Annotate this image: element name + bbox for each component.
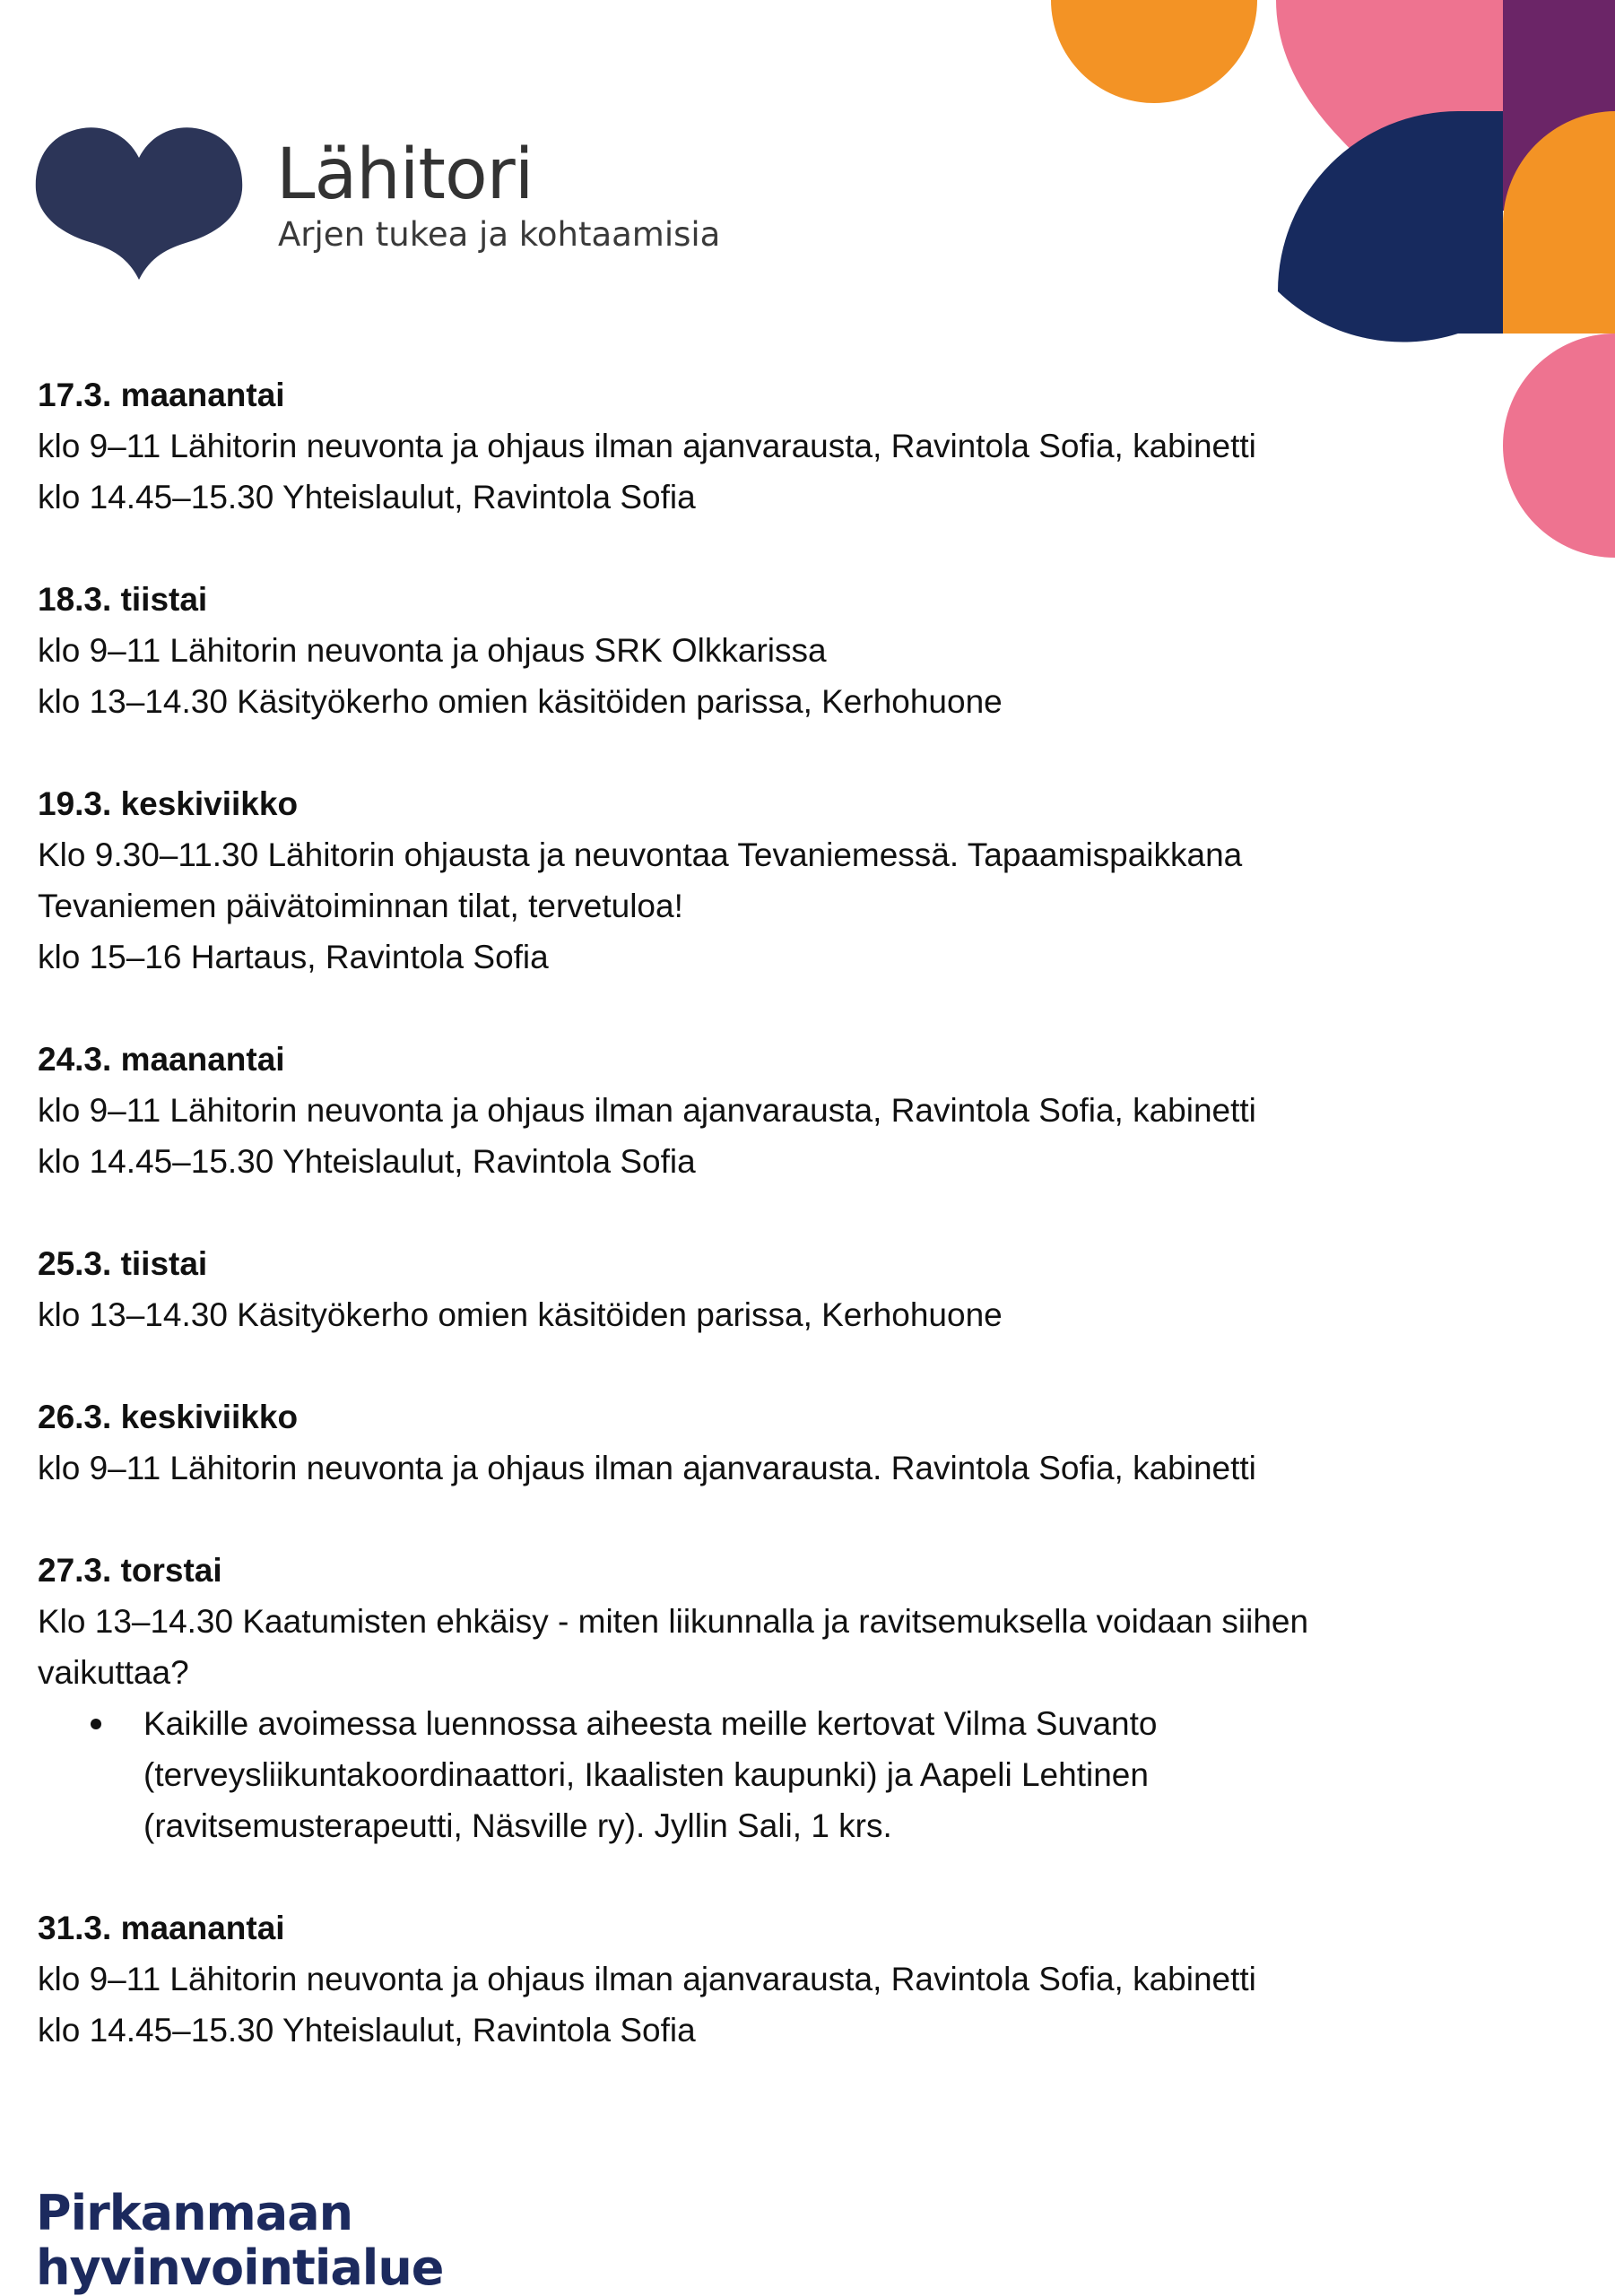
bullet-list: [38, 1698, 1437, 1851]
lahitori-logo: [34, 126, 721, 287]
event-line: Tevaniemen päivätoiminnan tilat, tervetuloa!: [38, 888, 683, 924]
day-title: 31.3. maanantai: [38, 1910, 285, 1946]
event-line: klo 14.45–15.30 Yhteislaulut, Ravintola Sofia: [38, 1143, 696, 1180]
logo-tagline: Arjen tukea ja kohtaamisia: [278, 215, 721, 254]
day-title: 25.3. tiistai: [38, 1245, 208, 1282]
day-title: 26.3. keskiviikko: [38, 1399, 299, 1435]
event-schedule: [38, 369, 1437, 2107]
day-block: [38, 574, 1437, 727]
day-block: [38, 1391, 1437, 1494]
event-line: klo 9–11 Lähitorin neuvonta ja ohjaus ilman ajanvarausta, Ravintola Sofia, kabinetti: [38, 428, 1256, 464]
pink-half-circle: [1503, 334, 1615, 558]
event-line: klo 9–11 Lähitorin neuvonta ja ohjaus ilman ajanvarausta, Ravintola Sofia, kabinetti: [38, 1092, 1256, 1129]
day-title: 24.3. maanantai: [38, 1041, 285, 1078]
day-block: [38, 1902, 1437, 2056]
event-line: Klo 9.30–11.30 Lähitorin ohjausta ja neuvontaa Tevaniemessä. Tapaamispaikkana: [38, 836, 1243, 873]
event-line: klo 13–14.30 Käsityökerho omien käsitöiden parissa, Kerhohuone: [38, 683, 1003, 720]
logo-title: Lähitori: [276, 134, 534, 215]
event-line: klo 14.45–15.30 Yhteislaulut, Ravintola Sofia: [38, 479, 696, 516]
day-title: 19.3. keskiviikko: [38, 785, 299, 822]
day-block: [38, 1238, 1437, 1340]
day-block: [38, 1545, 1437, 1851]
navy-quarter: [1278, 291, 1458, 342]
event-line: klo 9–11 Lähitorin neuvonta ja ohjaus ilman ajanvarausta. Ravintola Sofia, kabinetti: [38, 1450, 1256, 1486]
day-title: 18.3. tiistai: [38, 581, 208, 618]
event-line: klo 9–11 Lähitorin neuvonta ja ohjaus ilman ajanvarausta, Ravintola Sofia, kabinetti: [38, 1961, 1256, 1997]
event-line: klo 13–14.30 Käsityökerho omien käsitöiden parissa, Kerhohuone: [38, 1296, 1003, 1333]
day-block: [38, 778, 1437, 983]
event-line: klo 15–16 Hartaus, Ravintola Sofia: [38, 939, 549, 975]
bullet-line: (ravitsemusterapeutti, Näsville ry). Jyllin Sali, 1 krs.: [143, 1807, 892, 1844]
event-line: klo 14.45–15.30 Yhteislaulut, Ravintola Sofia: [38, 2012, 696, 2049]
event-line: Klo 13–14.30 Kaatumisten ehkäisy - miten liikunnalla ja ravitsemuksella voidaan siihen: [38, 1603, 1309, 1640]
bullet-line: Kaikille avoimessa luennossa aiheesta meille kertovat Vilma Suvanto: [143, 1705, 1158, 1742]
day-title: 17.3. maanantai: [38, 377, 285, 413]
day-title: 27.3. torstai: [38, 1552, 222, 1589]
day-block: [38, 1034, 1437, 1187]
orange-half-circle: [1051, 0, 1257, 103]
organization-name-line2: hyvinvointialue: [36, 2240, 444, 2296]
day-block: [38, 369, 1437, 523]
event-line: klo 9–11 Lähitorin neuvonta ja ohjaus SRK Olkkarissa: [38, 632, 827, 669]
bullet-dot-icon: [91, 1719, 101, 1729]
event-line: vaikuttaa?: [38, 1654, 189, 1691]
bullet-item: [38, 1698, 1437, 1851]
organization-logo: [36, 2186, 443, 2295]
bullet-line: (terveysliikuntakoordinaattori, Ikaalisten kaupunki) ja Aapeli Lehtinen: [143, 1756, 1149, 1793]
organization-name-line1: Pirkanmaan: [36, 2185, 353, 2241]
heart-icon: [34, 126, 245, 280]
